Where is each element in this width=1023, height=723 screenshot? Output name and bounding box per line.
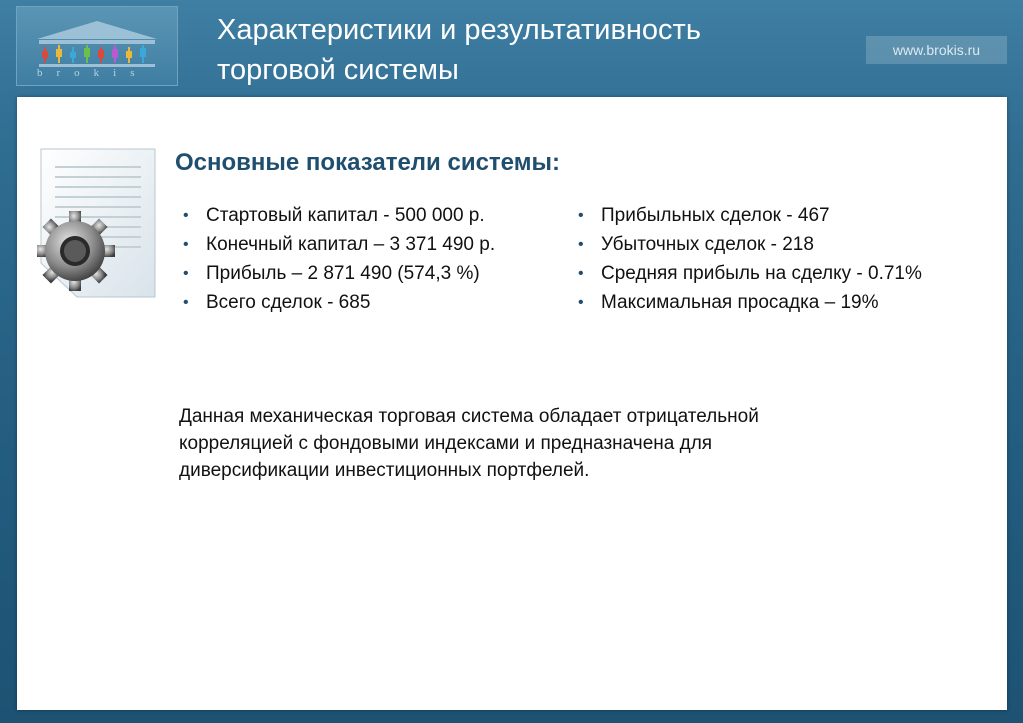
list-item	[578, 288, 922, 317]
bullet-icon: •	[578, 294, 584, 311]
list-item-text: Убыточных сделок - 218	[601, 234, 814, 255]
metrics-list-left	[183, 201, 495, 317]
brokis-logo[interactable]	[16, 6, 178, 86]
bullet-icon: •	[578, 265, 584, 282]
list-item	[578, 259, 922, 288]
list-item-text: Прибыльных сделок - 467	[601, 205, 830, 226]
document-gear-icon	[37, 147, 177, 317]
content-panel	[17, 97, 1007, 710]
paragraph-line: корреляцией с фондовыми индексами и предназначена для	[179, 433, 713, 454]
bullet-icon: •	[183, 265, 189, 282]
bullet-icon: •	[183, 236, 189, 253]
bullet-icon: •	[183, 207, 189, 224]
paragraph-line: диверсификации инвестиционных портфелей.	[179, 460, 590, 481]
page-title	[217, 10, 817, 90]
list-item	[183, 230, 495, 259]
list-item-text: Всего сделок - 685	[206, 292, 371, 313]
bullet-icon: •	[183, 294, 189, 311]
list-item-text: Стартовый капитал - 500 000 р.	[206, 205, 485, 226]
list-item	[578, 230, 922, 259]
page-title-line-2: торговой системы	[217, 54, 459, 86]
list-item-text: Средняя прибыль на сделку - 0.71%	[601, 263, 922, 284]
page-title-line-1: Характеристики и результативность	[217, 14, 701, 46]
section-title: Основные показатели системы:	[175, 149, 560, 176]
metrics-list-right	[578, 201, 922, 317]
list-item	[183, 288, 495, 317]
bullet-icon: •	[578, 207, 584, 224]
list-item	[183, 201, 495, 230]
paragraph-line: Данная механическая торговая система обладает отрицательной	[179, 406, 759, 427]
list-item	[578, 201, 922, 230]
list-item-text: Прибыль – 2 871 490 (574,3 %)	[206, 263, 480, 284]
bullet-icon: •	[578, 236, 584, 253]
site-url-link[interactable]: www.brokis.ru	[866, 36, 1007, 64]
description-paragraph	[179, 403, 879, 484]
list-item-text: Конечный капитал – 3 371 490 р.	[206, 234, 496, 255]
list-item-text: Максимальная просадка – 19%	[601, 292, 879, 313]
list-item	[183, 259, 495, 288]
logo-text: brokis	[37, 67, 149, 79]
